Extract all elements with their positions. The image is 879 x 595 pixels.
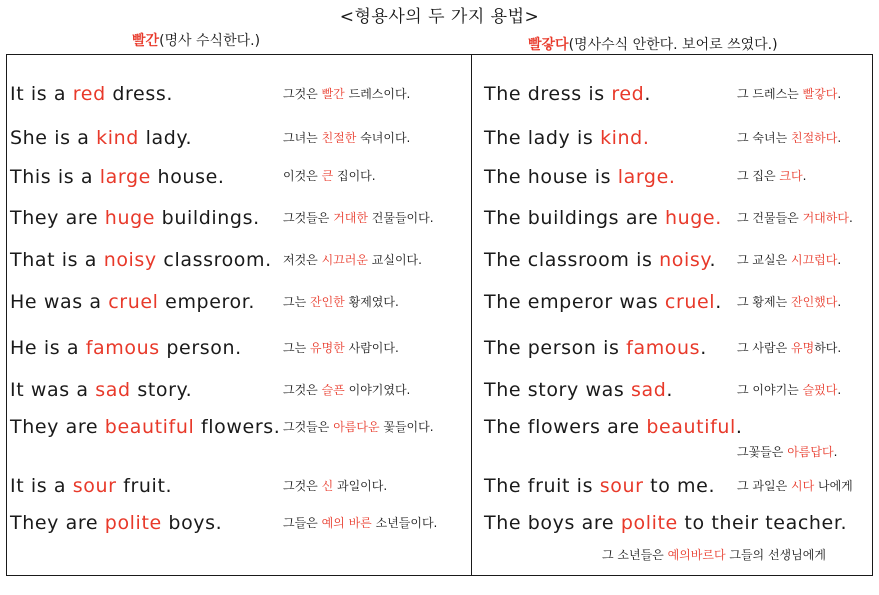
adjective-highlight: 거대하다 bbox=[802, 211, 849, 225]
adjective-highlight: 슬펐다 bbox=[802, 383, 838, 397]
adjective-highlight: 슬픈 bbox=[321, 383, 345, 397]
predicative-english-sentence: The classroom is noisy. bbox=[484, 249, 717, 271]
predicative-korean-translation: 그 건물들은 거대하다. bbox=[737, 211, 853, 225]
attributive-korean-translation: 저것은 시끄러운 교실이다. bbox=[283, 253, 422, 267]
adjective-highlight: 잔인한 bbox=[310, 295, 345, 309]
right-column-header bbox=[528, 34, 778, 54]
attributive-korean-translation: 그것은 신 과일이다. bbox=[283, 479, 388, 493]
adjective-highlight: 거대한 bbox=[333, 211, 368, 225]
adjective-highlight: 크다 bbox=[779, 169, 803, 183]
adjective-highlight: 친절하다 bbox=[791, 131, 838, 145]
adjective-highlight: large. bbox=[617, 166, 676, 188]
predicative-english-sentence: The boys are polite to their teacher. bbox=[484, 512, 848, 534]
adjective-highlight: beautiful bbox=[104, 416, 195, 438]
adjective-highlight: 아름다운 bbox=[333, 420, 380, 434]
adjective-highlight: kind bbox=[96, 127, 139, 149]
attributive-korean-translation: 그것은 슬픈 이야기였다. bbox=[283, 383, 411, 397]
predicative-korean-translation: 그 집은 크다. bbox=[737, 169, 807, 183]
predicative-english-sentence: The buildings are huge. bbox=[484, 207, 722, 229]
adjective-highlight: 시다 bbox=[791, 479, 815, 493]
predicative-english-sentence: The person is famous. bbox=[484, 337, 707, 359]
predicative-korean-translation: 그 소년들은 예의바르다 그들의 선생님에게 bbox=[602, 548, 826, 562]
adjective-highlight: 시끄럽다 bbox=[791, 253, 838, 267]
predicative-english-sentence: The lady is kind. bbox=[484, 127, 650, 149]
attributive-korean-translation: 그것은 빨간 드레스이다. bbox=[283, 87, 411, 101]
attributive-english-sentence: He was a cruel emperor. bbox=[10, 291, 256, 313]
header-note: (명사 수식한다.) bbox=[159, 33, 261, 49]
attributive-english-sentence: That is a noisy classroom. bbox=[10, 249, 272, 271]
attributive-english-sentence: It was a sad story. bbox=[10, 379, 193, 401]
predicative-korean-translation: 그 사람은 유명하다. bbox=[737, 341, 842, 355]
adjective-highlight: huge bbox=[104, 207, 156, 229]
adjective-highlight: 친절한 bbox=[321, 131, 357, 145]
attributive-korean-translation: 그는 유명한 사람이다. bbox=[283, 341, 399, 355]
adjective-highlight: famous bbox=[626, 337, 701, 359]
predicative-korean-translation: 그 교실은 시끄럽다. bbox=[737, 253, 842, 267]
attributive-english-sentence: He is a famous person. bbox=[10, 337, 242, 359]
predicative-english-sentence: The flowers are beautiful. bbox=[484, 416, 743, 438]
adjective-highlight: beautiful bbox=[646, 416, 736, 438]
attributive-korean-translation: 그녀는 친절한 숙녀이다. bbox=[283, 131, 411, 145]
adjective-highlight: huge. bbox=[664, 207, 722, 229]
adjective-highlight: large bbox=[99, 166, 151, 188]
adjective-highlight: sad bbox=[95, 379, 131, 401]
attributive-korean-translation: 그는 잔인한 황제였다. bbox=[283, 295, 399, 309]
adjective-highlight: red bbox=[72, 83, 106, 105]
adjective-highlight: 유명한 bbox=[310, 341, 345, 355]
adjective-highlight: 잔인했다 bbox=[791, 295, 838, 309]
adjective-highlight: 빨간 bbox=[321, 87, 345, 101]
adjective-highlight: 유명 bbox=[791, 341, 815, 355]
predicative-korean-translation: 그 드레스는 빨갛다. bbox=[737, 87, 842, 101]
adjective-highlight: cruel bbox=[108, 291, 159, 313]
predicative-english-sentence: The fruit is sour to me. bbox=[484, 475, 716, 497]
attributive-korean-translation: 그것들은 아름다운 꽃들이다. bbox=[283, 420, 434, 434]
predicative-english-sentence: The story was sad. bbox=[484, 379, 674, 401]
adjective-highlight: red bbox=[611, 83, 645, 105]
predicative-english-sentence: The house is large. bbox=[484, 166, 676, 188]
page-title: <형용사의 두 가지 용법> bbox=[339, 7, 540, 27]
header-red-word: 빨갛다 bbox=[528, 37, 569, 53]
predicative-korean-translation: 그 과일은 시다 나에게 bbox=[737, 479, 853, 493]
attributive-english-sentence: They are huge buildings. bbox=[10, 207, 260, 229]
adjective-highlight: sad bbox=[630, 379, 667, 401]
adjective-highlight: 신 bbox=[321, 479, 334, 493]
header-red-word: 빨간 bbox=[132, 33, 160, 49]
adjective-highlight: 큰 bbox=[321, 169, 334, 183]
adjective-highlight: 시끄러운 bbox=[321, 253, 368, 267]
adjective-highlight: 아름답다 bbox=[787, 445, 834, 459]
adjective-highlight: kind. bbox=[600, 127, 650, 149]
adjective-highlight: sour bbox=[599, 475, 644, 497]
attributive-english-sentence: She is a kind lady. bbox=[10, 127, 193, 149]
attributive-english-sentence: They are polite boys. bbox=[10, 512, 223, 534]
adjective-highlight: 빨갛다 bbox=[802, 87, 838, 101]
adjective-highlight: noisy bbox=[103, 249, 157, 271]
attributive-english-sentence: This is a large house. bbox=[10, 166, 225, 188]
adjective-highlight: 예의 바른 bbox=[321, 516, 372, 530]
predicative-korean-translation: 그꽃들은 아름답다. bbox=[737, 445, 838, 459]
predicative-english-sentence: The emperor was cruel. bbox=[484, 291, 722, 313]
left-column-header bbox=[132, 30, 260, 50]
predicative-korean-translation: 그 황제는 잔인했다. bbox=[737, 295, 842, 309]
adjective-highlight: 예의바르다 bbox=[667, 548, 726, 562]
adjective-highlight: polite bbox=[620, 512, 678, 534]
adjective-highlight: noisy bbox=[659, 249, 710, 271]
predicative-english-sentence: The dress is red. bbox=[484, 83, 651, 105]
attributive-english-sentence: It is a red dress. bbox=[10, 83, 173, 105]
attributive-english-sentence: They are beautiful flowers. bbox=[10, 416, 281, 438]
column-divider bbox=[471, 54, 472, 576]
predicative-korean-translation: 그 숙녀는 친절하다. bbox=[737, 131, 842, 145]
adjective-highlight: sour bbox=[72, 475, 117, 497]
attributive-english-sentence: It is a sour fruit. bbox=[10, 475, 173, 497]
attributive-korean-translation: 그들은 예의 바른 소년들이다. bbox=[283, 516, 438, 530]
attributive-korean-translation: 이것은 큰 집이다. bbox=[283, 169, 376, 183]
adjective-highlight: famous bbox=[85, 337, 160, 359]
predicative-korean-translation: 그 이야기는 슬펐다. bbox=[737, 383, 842, 397]
adjective-highlight: cruel bbox=[664, 291, 716, 313]
header-note: (명사수식 안한다. 보어로 쓰였다.) bbox=[568, 37, 778, 53]
adjective-highlight: polite bbox=[104, 512, 162, 534]
attributive-korean-translation: 그것들은 거대한 건물들이다. bbox=[283, 211, 434, 225]
